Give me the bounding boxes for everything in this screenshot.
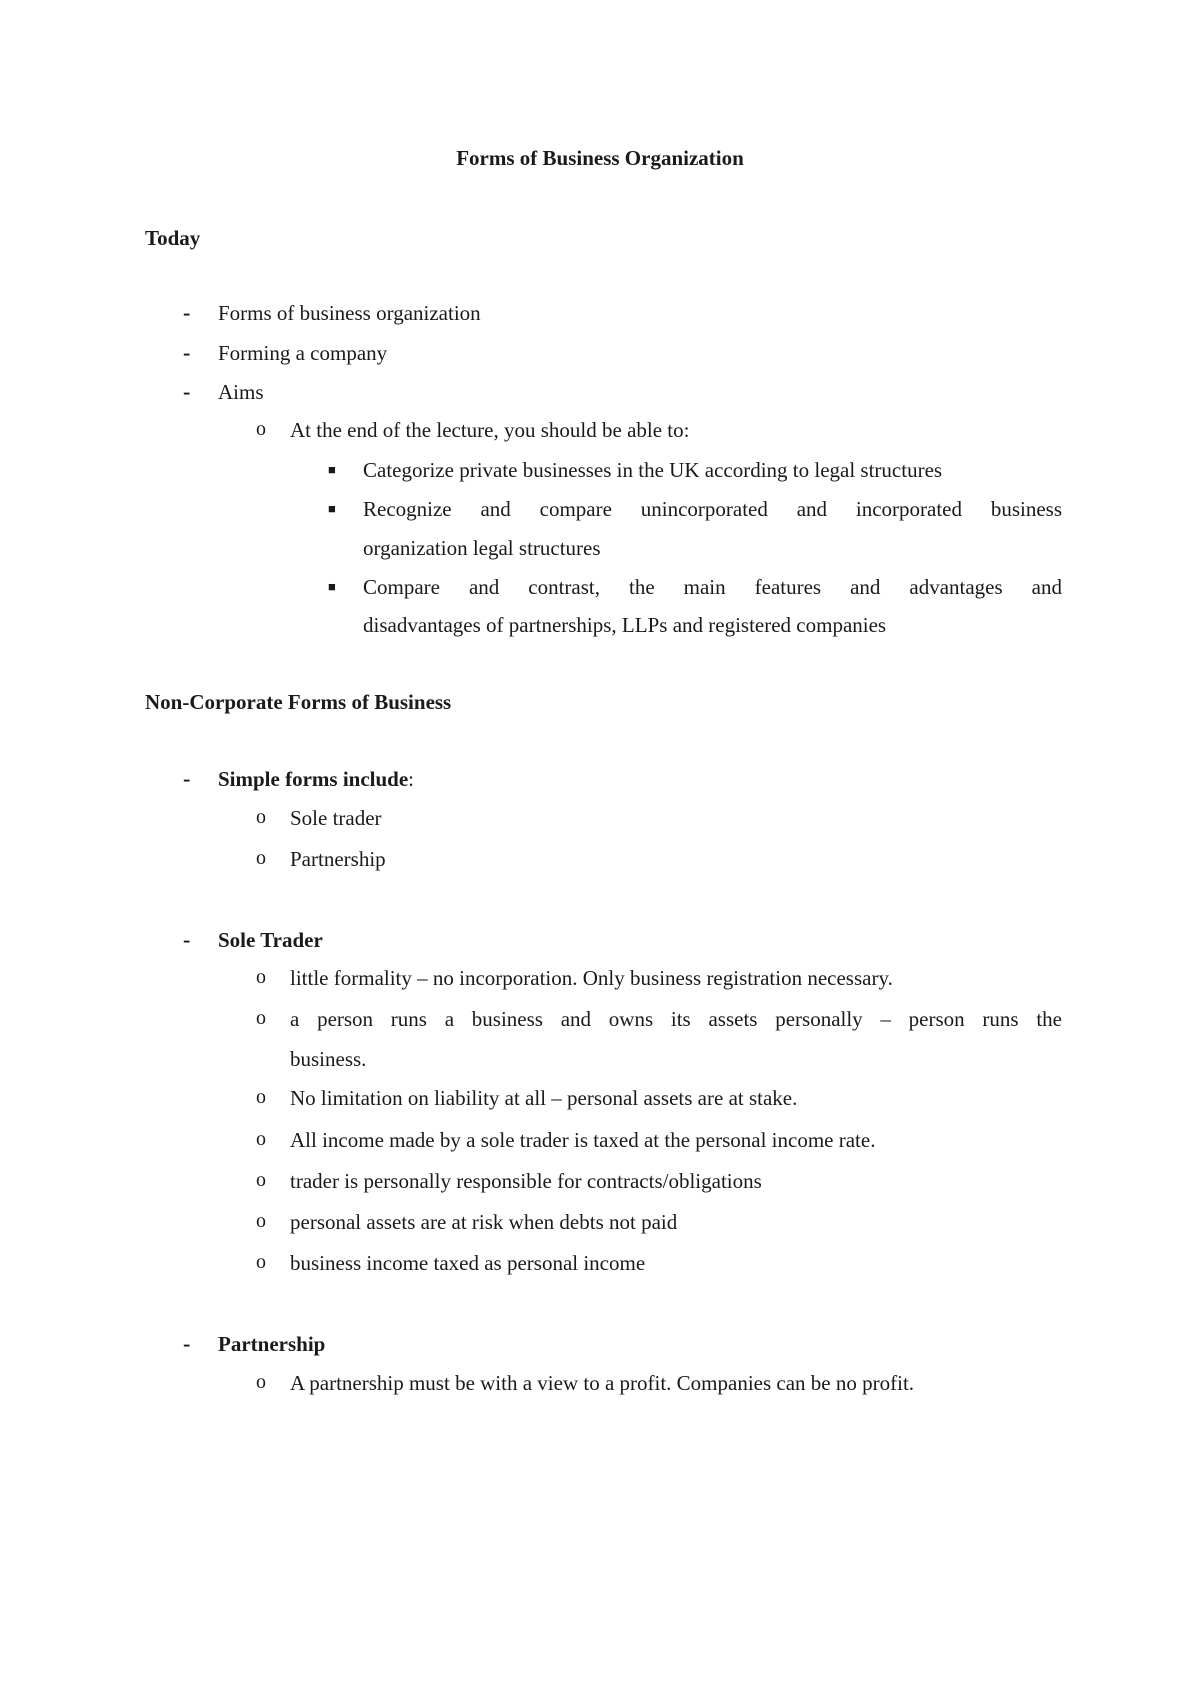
circle-bullet: o [256,806,266,828]
sole-trader-label: Sole Trader [218,928,323,952]
circle-bullet: o [256,1251,266,1273]
circle-bullet: o [256,1371,266,1393]
dash-bullet: - [183,766,191,791]
circle-bullet: o [256,1007,266,1029]
square-bullet: ■ [328,462,336,477]
list-item: No limitation on liability at all – personal assets are at stake. [290,1086,798,1110]
list-item: little formality – no incorporation. Only business registration necessary. [290,966,893,990]
section-heading-non-corporate: Non-Corporate Forms of Business [145,690,452,714]
circle-bullet: o [256,847,266,869]
circle-bullet: o [256,1086,266,1108]
simple-forms-colon: : [408,767,415,791]
list-item-continuation: organization legal structures [363,536,601,560]
list-item: Recognize and compare unincorporated and incorporated business [363,497,1062,521]
list-item: trader is personally responsible for contracts/obligations [290,1169,762,1193]
list-item: Forms of business organization [218,301,481,325]
circle-bullet: o [256,1128,266,1150]
circle-bullet: o [256,418,266,440]
section-heading-today: Today [145,226,201,250]
circle-bullet: o [256,966,266,988]
list-item: business income taxed as personal income [290,1251,646,1275]
list-item-continuation: business. [290,1047,367,1071]
dash-bullet: - [183,300,191,325]
circle-bullet: o [256,1169,266,1191]
list-item: a person runs a business and owns its assets personally – person runs the [290,1007,1062,1031]
square-bullet: ■ [328,501,336,516]
simple-forms-label: Simple forms include [218,767,409,791]
list-item: Forming a company [218,341,388,365]
list-item: All income made by a sole trader is taxed at the personal income rate. [290,1128,876,1152]
list-item-continuation: disadvantages of partnerships, LLPs and registered companies [363,613,887,637]
list-item: Compare and contrast, the main features and advantages and [363,575,1062,599]
partnership-label: Partnership [218,1332,326,1356]
dash-bullet: - [183,379,191,404]
list-item: Categorize private businesses in the UK according to legal structures [363,458,943,482]
document-title: Forms of Business Organization [456,146,744,170]
list-item: At the end of the lecture, you should be able to: [290,418,690,442]
circle-bullet: o [256,1210,266,1232]
list-item: Sole trader [290,806,382,830]
dash-bullet: - [183,1331,191,1356]
list-item: Aims [218,380,264,404]
dash-bullet: - [183,340,191,365]
list-item [218,767,414,792]
square-bullet: ■ [328,579,336,594]
list-item: A partnership must be with a view to a profit. Companies can be no profit. [290,1371,915,1395]
list-item: Partnership [290,847,386,871]
dash-bullet: - [183,927,191,952]
list-item: personal assets are at risk when debts not paid [290,1210,678,1234]
